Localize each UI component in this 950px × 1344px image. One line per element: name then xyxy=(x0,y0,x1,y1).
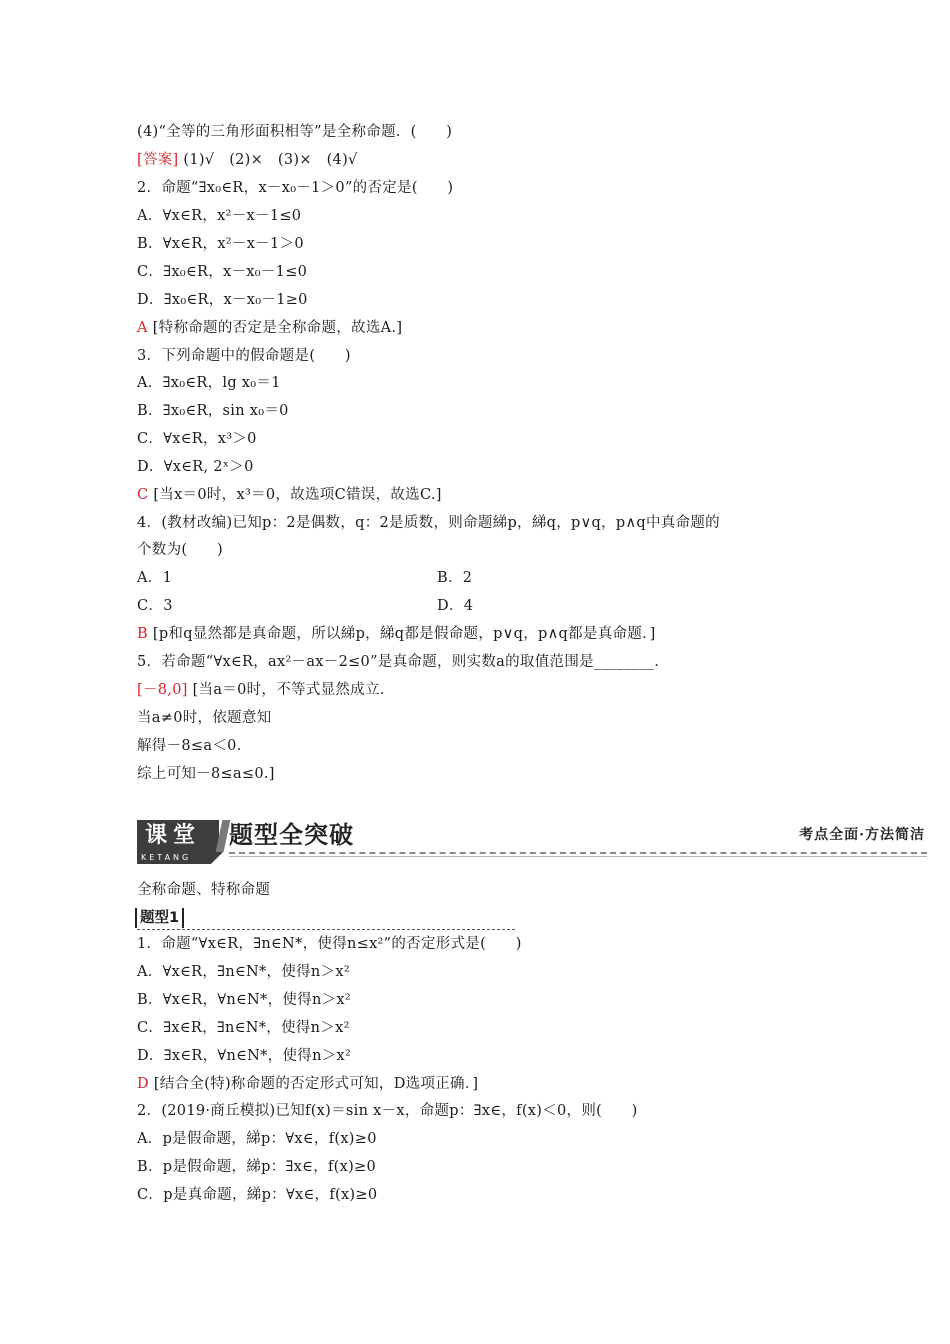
p1-stem: 1．命题“∀x∈R，∃n∈N*，使得n≤x²”的否定形式是( ) xyxy=(137,936,522,952)
q4-options-row2 xyxy=(137,596,173,616)
p1-answer xyxy=(137,1074,478,1094)
banner-slogan: 考点全面·方法简洁 xyxy=(799,827,925,843)
q5-answer-range: [－8,0] xyxy=(137,682,188,698)
q4-option-a: A．1 xyxy=(137,570,173,586)
q5-stem: 5．若命题“∀x∈R，ax²－ax－2≤0”是真命题，则实数a的取值范围是________． xyxy=(137,654,670,670)
p1-option-a: A．∀x∈R，∃n∈N*，使得n＞x² xyxy=(137,964,350,980)
q5-explanation-2: 当a≠0时，依题意知 xyxy=(137,710,272,726)
q2-answer-letter: A xyxy=(137,320,148,336)
banner-pinyin: KETANG xyxy=(137,852,211,864)
q5-answer xyxy=(137,680,395,700)
q3-answer-letter: C xyxy=(137,487,149,503)
banner-rule xyxy=(229,852,927,854)
q4-option-b: B．2 xyxy=(437,570,473,586)
q3-option-b: B．∃x₀∈R，sin x₀＝0 xyxy=(137,403,289,419)
p1-option-d: D．∃x∈R，∀n∈N*，使得n＞x² xyxy=(137,1048,352,1064)
q4-stem-line1: 4．(教材改编)已知p：2是偶数，q：2是质数，则命题綈p，綈q，p∨q，p∧q中真命题的 xyxy=(137,515,720,531)
p1-explanation: [结合全(特)称命题的否定形式可知，D选项正确．] xyxy=(148,1076,479,1092)
p1-option-c: C．∃x∈R，∃n∈N*，使得n＞x² xyxy=(137,1020,350,1036)
q2-explanation: [特称命题的否定是全称命题，故选A.] xyxy=(147,320,403,336)
q4-stem-line2: 个数为( ) xyxy=(137,542,223,558)
q2-option-a: A．∀x∈R，x²－x－1≤0 xyxy=(137,208,302,224)
q3-stem: 3．下列命题中的假命题是( ) xyxy=(137,348,351,364)
p2-option-c: C．p是真命题，綈p：∀x∈，f(x)≥0 xyxy=(137,1187,378,1203)
q4-statement: (4)“全等的三角形面积相等”是全称命题．( ) xyxy=(137,124,453,140)
q2-answer xyxy=(137,318,402,338)
section-heading: 全称命题、特称命题 xyxy=(137,882,271,898)
q2-stem: 2．命题“∃x₀∈R，x－x₀－1＞0”的否定是( ) xyxy=(137,180,454,196)
p2-option-a: A．p是假命题，綈p：∀x∈，f(x)≥0 xyxy=(137,1131,377,1147)
banner-corner xyxy=(211,852,223,864)
q3-explanation: [当x＝0时，x³＝0，故选项C错误，故选C.] xyxy=(148,487,442,503)
answer-tag: [答案] xyxy=(137,152,179,168)
p2-option-b: B．p是假命题，綈p：∃x∈，f(x)≥0 xyxy=(137,1159,377,1175)
q4-explanation: [p和q显然都是真命题，所以綈p，綈q都是假命题，p∨q，p∧q都是真命题．] xyxy=(147,626,656,642)
q4-option-c: C．3 xyxy=(137,598,173,614)
q3-option-d: D．∀x∈R, 2ˣ＞0 xyxy=(137,459,254,475)
q4-answer xyxy=(137,624,656,644)
answer-text: (1)√ (2)× (3)× (4)√ xyxy=(178,152,358,168)
q5-explanation-4: 综上可知－8≤a≤0.] xyxy=(137,766,275,782)
q2-option-d: D．∃x₀∈R，x－x₀－1≥0 xyxy=(137,292,308,308)
q2-option-c: C．∃x₀∈R，x－x₀－1≤0 xyxy=(137,264,308,280)
answer-line xyxy=(137,150,358,170)
q4-options-row1 xyxy=(137,568,172,588)
q5-explanation-3: 解得－8≤a＜0. xyxy=(137,738,242,754)
topic-divider xyxy=(137,929,515,930)
p1-option-b: B．∀x∈R，∀n∈N*，使得n＞x² xyxy=(137,992,352,1008)
q4-option-d: D．4 xyxy=(437,598,474,614)
p2-stem: 2．(2019·商丘模拟)已知f(x)＝sin x－x，命题p：∃x∈，f(x)＜0，则( ) xyxy=(137,1103,638,1119)
banner-title: 题型全突破 xyxy=(229,821,354,849)
q3-option-a: A．∃x₀∈R，lg x₀＝1 xyxy=(137,375,281,391)
topic-tag: 题型1 xyxy=(135,908,184,928)
q2-option-b: B．∀x∈R，x²－x－1＞0 xyxy=(137,236,304,252)
q3-answer xyxy=(137,485,442,505)
q3-option-c: C．∀x∈R，x³＞0 xyxy=(137,431,257,447)
q5-explanation-1: [当a＝0时，不等式显然成立． xyxy=(187,682,395,698)
banner-label: 课堂 xyxy=(137,820,219,852)
banner-rule-thin xyxy=(229,856,927,857)
q4-answer-letter: B xyxy=(137,626,148,642)
section-banner xyxy=(137,818,927,866)
p1-answer-letter: D xyxy=(137,1076,149,1092)
